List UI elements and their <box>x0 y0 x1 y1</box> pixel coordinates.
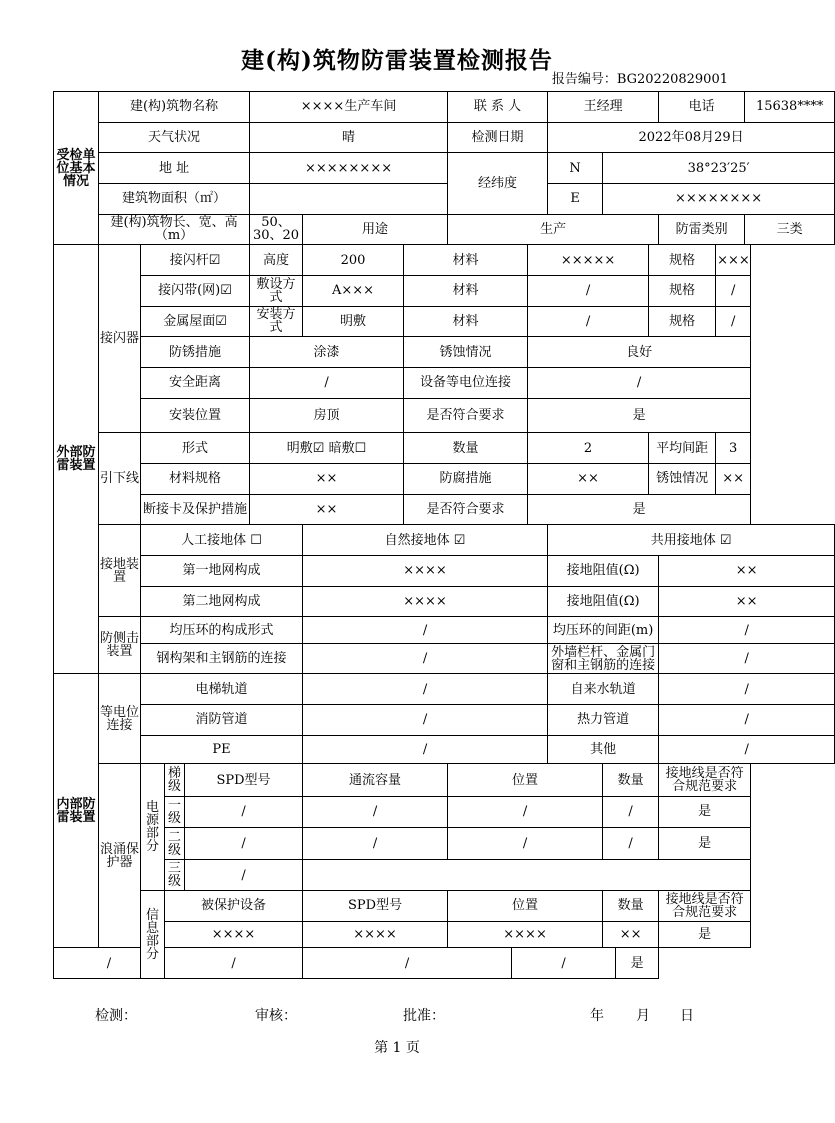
spd-model-header: SPD型号 <box>185 764 303 797</box>
dimensions-label: 建(构)筑物长、宽、高（m） <box>99 214 250 245</box>
other-label: 其他 <box>548 735 659 764</box>
grid2-label: 第二地网构成 <box>141 586 303 617</box>
phone-value: 15638**** <box>745 92 835 123</box>
ring-form-label: 均压环的构成形式 <box>141 617 303 644</box>
anti-rust-label: 防锈措施 <box>141 337 250 368</box>
protection-class-value: 三类 <box>745 214 835 245</box>
height-label: 高度 <box>250 245 303 276</box>
install-position-value: 房顶 <box>250 398 404 433</box>
dimensions-value: 50、30、20 <box>250 214 303 245</box>
date-year-label: 年 <box>590 1008 604 1024</box>
spd-group-label: 浪涌保护器 <box>99 764 141 948</box>
table-row <box>54 827 835 860</box>
metal-roof-label: 金属屋面☑ <box>141 306 250 337</box>
install-position-label: 安装位置 <box>141 398 250 433</box>
inspector-label: 检测： <box>95 1008 137 1024</box>
belt-material-value: / <box>528 275 649 306</box>
test-date-value: 2022年08月29日 <box>548 122 835 153</box>
elevator-value: / <box>303 674 548 705</box>
belt-material-label: 材料 <box>404 275 528 306</box>
air-termination-group-label: 接闪器 <box>99 245 141 433</box>
water-label: 自来水轨道 <box>548 674 659 705</box>
info-model: ×××× <box>303 921 448 948</box>
info-part-label: 信息部分 <box>141 891 165 979</box>
spd-level: 一级 <box>165 797 185 828</box>
reviewer-label: 审核： <box>255 1008 297 1024</box>
down-conductor-group-label: 引下线 <box>99 433 141 525</box>
info-position: / <box>303 948 512 979</box>
spd-model: / <box>185 827 303 860</box>
level-header: 梯级 <box>165 764 185 797</box>
belt-spec-value: / <box>716 275 751 306</box>
test-date-label: 检测日期 <box>448 122 548 153</box>
info-model-header: SPD型号 <box>303 891 448 922</box>
date-month-label: 月 <box>636 1008 650 1024</box>
down-rust-label: 锈蚀情况 <box>649 463 716 494</box>
weather-value: 晴 <box>250 122 448 153</box>
spd-level: 二级 <box>165 827 185 860</box>
bonding-group-label: 等电位连接 <box>99 674 141 764</box>
spd-model: / <box>185 860 303 891</box>
laying-label: 敷设方式 <box>250 275 303 306</box>
equipotential-value: / <box>528 367 751 398</box>
down-material-label: 材料规格 <box>141 463 250 494</box>
report-title: 建(构)筑物防雷装置检测报告 <box>241 47 553 74</box>
grid1-label: 第一地网构成 <box>141 555 303 586</box>
spd-flow-header: 通流容量 <box>303 764 448 797</box>
down-material-value: ×× <box>250 463 404 494</box>
info-earth: 是 <box>659 921 751 948</box>
down-rust-value: ×× <box>716 463 751 494</box>
roof-material-label: 材料 <box>404 306 528 337</box>
protection-class-label: 防雷类别 <box>659 214 745 245</box>
report-table <box>53 91 835 979</box>
spd-level: 三级 <box>165 860 185 891</box>
height-value: 200 <box>303 245 404 276</box>
artificial-earth-label: 人工接地体 ☐ <box>141 525 303 556</box>
wall-connection-label: 外墙栏杆、金属门窗和主钢筋的连接 <box>548 643 659 674</box>
approver-label: 批准： <box>403 1008 445 1024</box>
shared-earth-label: 共用接地体 ☑ <box>548 525 835 556</box>
pe-label: PE <box>141 735 303 764</box>
corrosion-value: 良好 <box>528 337 751 368</box>
address-value: ×××××××× <box>250 153 448 184</box>
info-position-header: 位置 <box>448 891 603 922</box>
rod-material-value: ××××× <box>528 245 649 276</box>
resistance1-label: 接地阻值(Ω) <box>548 555 659 586</box>
belt-spec-label: 规格 <box>649 275 716 306</box>
info-earth-header: 接地线是否符合规范要求 <box>659 891 751 922</box>
resistance2-label: 接地阻值(Ω) <box>548 586 659 617</box>
spd-quantity-header: 数量 <box>603 764 659 797</box>
steel-connection-label: 钢构架和主钢筋的连接 <box>141 643 303 674</box>
rod-spec-label: 规格 <box>649 245 716 276</box>
contact-label: 联 系 人 <box>448 92 548 123</box>
down-comply-value: 是 <box>528 494 751 525</box>
steel-connection-value: / <box>303 643 548 674</box>
roof-spec-value: / <box>716 306 751 337</box>
use-label: 用途 <box>303 214 448 245</box>
info-earth: 是 <box>616 948 659 979</box>
use-value: 生产 <box>448 214 659 245</box>
down-count-value: 2 <box>528 433 649 464</box>
spd-level3-blank <box>303 860 751 891</box>
power-part-label: 电源部分 <box>141 764 165 891</box>
building-name-value: ××××生产车间 <box>250 92 448 123</box>
laying-value: A××× <box>303 275 404 306</box>
natural-earth-label: 自然接地体 ☑ <box>303 525 548 556</box>
install-method-value: 明敷 <box>303 306 404 337</box>
spd-earth: 是 <box>659 827 751 860</box>
report-number: 报告编号：BG20220829001 <box>551 72 728 87</box>
phone-label: 电话 <box>659 92 745 123</box>
ring-spacing-label: 均压环的间距(m) <box>548 617 659 644</box>
air-comply-label: 是否符合要求 <box>404 398 528 433</box>
down-comply-label: 是否符合要求 <box>404 494 528 525</box>
earth-group-label: 接地装置 <box>99 525 141 617</box>
latlng-label: 经纬度 <box>448 153 548 214</box>
longitude-e-label: E <box>548 183 603 214</box>
table-row <box>54 921 835 948</box>
spd-position: / <box>448 797 603 828</box>
spd-quantity: / <box>603 827 659 860</box>
page-number: 第 1 页 <box>374 1040 420 1056</box>
protected-device-header: 被保护设备 <box>165 891 303 922</box>
latitude-n-label: N <box>548 153 603 184</box>
water-value: / <box>659 674 835 705</box>
table-row <box>54 797 835 828</box>
down-spacing-value: 3 <box>716 433 751 464</box>
heat-pipe-value: / <box>659 705 835 736</box>
safe-distance-label: 安全距离 <box>141 367 250 398</box>
area-value <box>250 183 448 214</box>
table-row <box>54 860 835 891</box>
roof-material-value: / <box>528 306 649 337</box>
spd-earth: 是 <box>659 797 751 828</box>
heat-pipe-label: 热力管道 <box>548 705 659 736</box>
safe-distance-value: / <box>250 367 404 398</box>
table-row <box>54 948 835 979</box>
down-count-label: 数量 <box>404 433 528 464</box>
spd-flow: / <box>303 797 448 828</box>
other-value: / <box>659 735 835 764</box>
down-form-label: 形式 <box>141 433 250 464</box>
test-joint-value: ×× <box>250 494 404 525</box>
longitude-value: ×××××××× <box>603 183 835 214</box>
building-name-label: 建(构)筑物名称 <box>99 92 250 123</box>
spd-position: / <box>448 827 603 860</box>
fire-pipe-value: / <box>303 705 548 736</box>
weather-label: 天气状况 <box>99 122 250 153</box>
ring-form-value: / <box>303 617 548 644</box>
side-strike-group-label: 防侧击装置 <box>99 617 141 674</box>
pe-value: / <box>303 735 548 764</box>
protected-device: ×××× <box>165 921 303 948</box>
area-label: 建筑物面积（㎡） <box>99 183 250 214</box>
spd-model: / <box>185 797 303 828</box>
section-internal-label: 内部防雷装置 <box>54 674 99 948</box>
anti-rust-value: 涂漆 <box>250 337 404 368</box>
info-quantity: / <box>512 948 616 979</box>
resistance2-value: ×× <box>659 586 835 617</box>
resistance1-value: ×× <box>659 555 835 586</box>
spd-flow: / <box>303 827 448 860</box>
down-anticorrosion-value: ×× <box>528 463 649 494</box>
install-method-label: 安装方式 <box>250 306 303 337</box>
down-spacing-label: 平均间距 <box>649 433 716 464</box>
equipotential-label: 设备等电位连接 <box>404 367 528 398</box>
spd-earth-header: 接地线是否符合规范要求 <box>659 764 751 797</box>
rod-material-label: 材料 <box>404 245 528 276</box>
section-external-label: 外部防雷装置 <box>54 245 99 674</box>
belt-label: 接闪带(网)☑ <box>141 275 250 306</box>
info-quantity-header: 数量 <box>603 891 659 922</box>
air-comply-value: 是 <box>528 398 751 433</box>
ring-spacing-value: / <box>659 617 835 644</box>
protected-device: / <box>54 948 165 979</box>
spd-quantity: / <box>603 797 659 828</box>
address-label: 地 址 <box>99 153 250 184</box>
rod-spec-value: ××× <box>716 245 751 276</box>
date-day-label: 日 <box>680 1008 694 1024</box>
info-position: ×××× <box>448 921 603 948</box>
elevator-label: 电梯轨道 <box>141 674 303 705</box>
section-basic-label: 受检单位基本情况 <box>54 92 99 245</box>
grid2-value: ×××× <box>303 586 548 617</box>
test-joint-label: 断接卡及保护措施 <box>141 494 250 525</box>
rod-label: 接闪杆☑ <box>141 245 250 276</box>
roof-spec-label: 规格 <box>649 306 716 337</box>
latitude-value: 38°23′25′ <box>603 153 835 184</box>
wall-connection-value: / <box>659 643 835 674</box>
info-model: / <box>165 948 303 979</box>
fire-pipe-label: 消防管道 <box>141 705 303 736</box>
info-quantity: ×× <box>603 921 659 948</box>
contact-value: 王经理 <box>548 92 659 123</box>
spd-position-header: 位置 <box>448 764 603 797</box>
down-anticorrosion-label: 防腐措施 <box>404 463 528 494</box>
grid1-value: ×××× <box>303 555 548 586</box>
down-form-value: 明敷☑ 暗敷☐ <box>250 433 404 464</box>
corrosion-label: 锈蚀情况 <box>404 337 528 368</box>
